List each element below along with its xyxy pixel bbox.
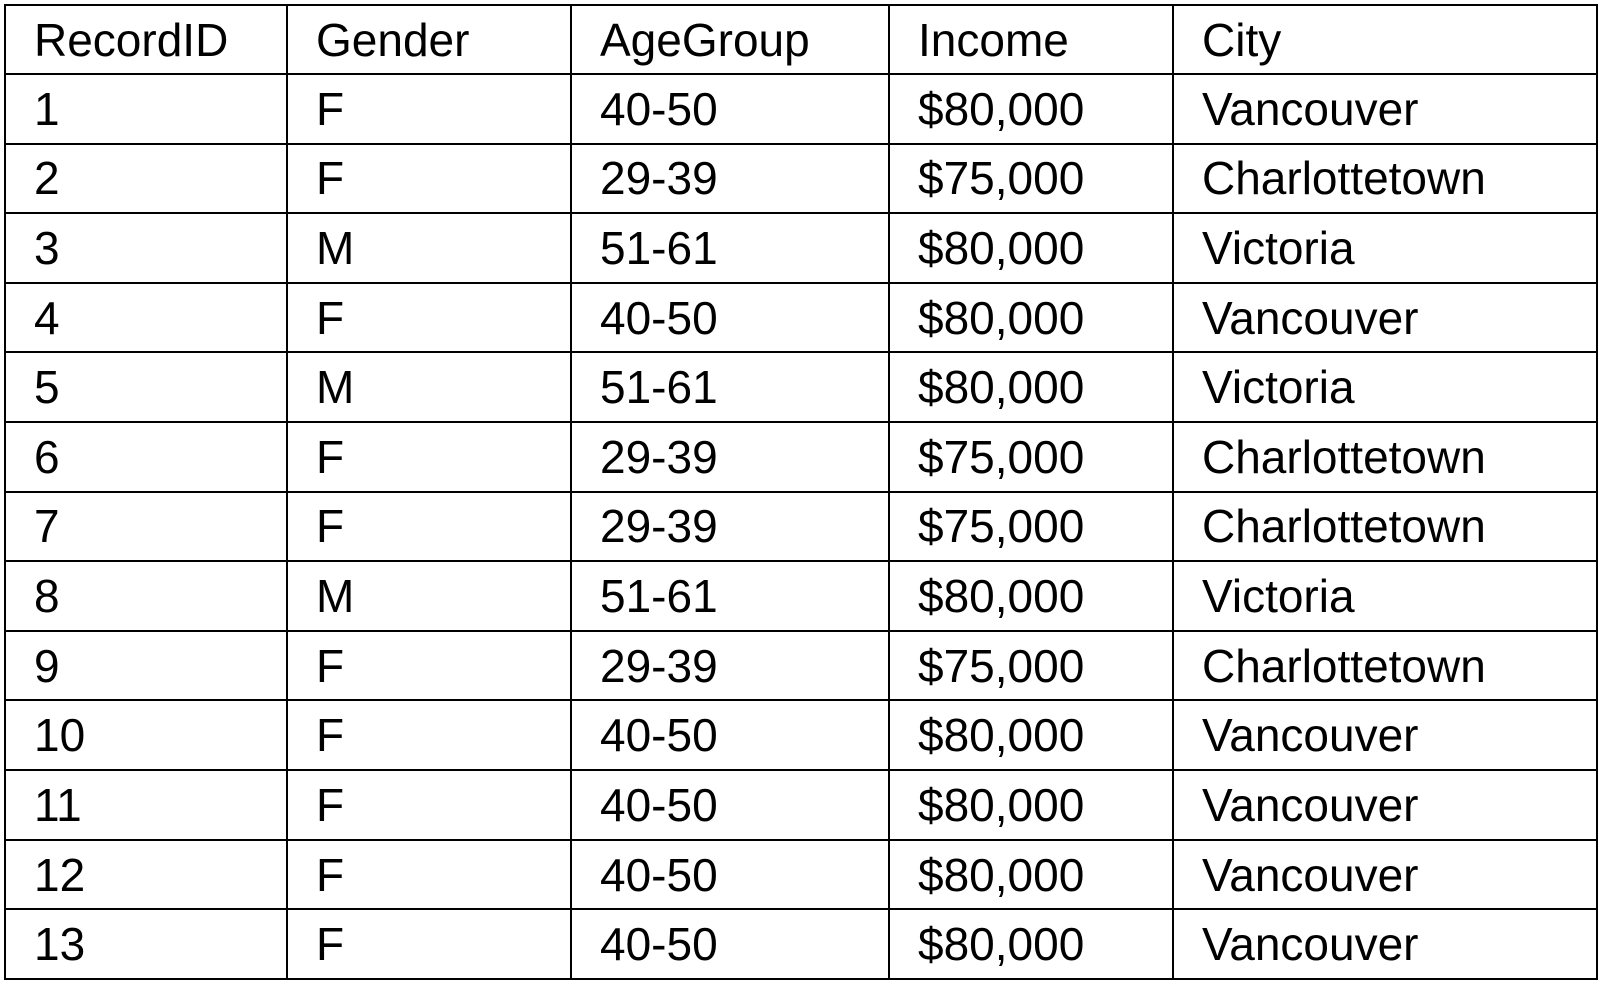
table-row	[5, 422, 1597, 492]
cell-city: Vancouver	[1173, 840, 1597, 910]
cell-city: Vancouver	[1173, 74, 1597, 144]
header-row	[5, 5, 1597, 74]
cell-city: Charlottetown	[1173, 144, 1597, 214]
cell-gender: F	[287, 909, 571, 979]
cell-gender: M	[287, 352, 571, 422]
cell-income: $80,000	[889, 909, 1173, 979]
header-gender: Gender	[287, 5, 571, 74]
table-row	[5, 840, 1597, 910]
header-city: City	[1173, 5, 1597, 74]
header-income: Income	[889, 5, 1173, 74]
cell-agegroup: 29-39	[571, 492, 889, 562]
cell-recordid: 3	[5, 213, 287, 283]
cell-gender: F	[287, 144, 571, 214]
cell-agegroup: 29-39	[571, 422, 889, 492]
cell-income: $75,000	[889, 144, 1173, 214]
cell-city: Vancouver	[1173, 770, 1597, 840]
cell-city: Vancouver	[1173, 700, 1597, 770]
table-row	[5, 352, 1597, 422]
cell-recordid: 6	[5, 422, 287, 492]
cell-recordid: 8	[5, 561, 287, 631]
cell-agegroup: 40-50	[571, 700, 889, 770]
cell-recordid: 7	[5, 492, 287, 562]
cell-income: $80,000	[889, 352, 1173, 422]
table-row	[5, 213, 1597, 283]
cell-agegroup: 40-50	[571, 909, 889, 979]
table-row	[5, 561, 1597, 631]
cell-gender: F	[287, 492, 571, 562]
cell-city: Vancouver	[1173, 909, 1597, 979]
table-row	[5, 770, 1597, 840]
cell-agegroup: 51-61	[571, 561, 889, 631]
cell-income: $80,000	[889, 770, 1173, 840]
cell-agegroup: 51-61	[571, 352, 889, 422]
cell-recordid: 10	[5, 700, 287, 770]
cell-gender: F	[287, 631, 571, 701]
cell-income: $80,000	[889, 700, 1173, 770]
table-row	[5, 909, 1597, 979]
cell-income: $80,000	[889, 213, 1173, 283]
cell-gender: M	[287, 561, 571, 631]
cell-recordid: 1	[5, 74, 287, 144]
cell-recordid: 11	[5, 770, 287, 840]
header-agegroup: AgeGroup	[571, 5, 889, 74]
cell-recordid: 12	[5, 840, 287, 910]
cell-income: $75,000	[889, 422, 1173, 492]
cell-city: Charlottetown	[1173, 492, 1597, 562]
table-row	[5, 74, 1597, 144]
cell-agegroup: 40-50	[571, 283, 889, 353]
cell-city: Victoria	[1173, 213, 1597, 283]
cell-gender: F	[287, 74, 571, 144]
cell-city: Victoria	[1173, 561, 1597, 631]
cell-income: $75,000	[889, 631, 1173, 701]
cell-income: $80,000	[889, 840, 1173, 910]
cell-agegroup: 40-50	[571, 840, 889, 910]
cell-gender: M	[287, 213, 571, 283]
cell-gender: F	[287, 283, 571, 353]
cell-city: Charlottetown	[1173, 422, 1597, 492]
table-header	[5, 5, 1597, 74]
cell-agegroup: 29-39	[571, 144, 889, 214]
cell-gender: F	[287, 700, 571, 770]
table-row	[5, 631, 1597, 701]
cell-gender: F	[287, 422, 571, 492]
records-table	[4, 4, 1598, 980]
cell-agegroup: 40-50	[571, 770, 889, 840]
header-recordid: RecordID	[5, 5, 287, 74]
table-row	[5, 144, 1597, 214]
table-row	[5, 283, 1597, 353]
cell-agegroup: 40-50	[571, 74, 889, 144]
cell-city: Vancouver	[1173, 283, 1597, 353]
cell-income: $75,000	[889, 492, 1173, 562]
table-row	[5, 492, 1597, 562]
cell-city: Victoria	[1173, 352, 1597, 422]
table-row	[5, 700, 1597, 770]
cell-recordid: 4	[5, 283, 287, 353]
cell-income: $80,000	[889, 283, 1173, 353]
cell-gender: F	[287, 840, 571, 910]
cell-recordid: 5	[5, 352, 287, 422]
cell-agegroup: 51-61	[571, 213, 889, 283]
cell-agegroup: 29-39	[571, 631, 889, 701]
cell-income: $80,000	[889, 561, 1173, 631]
cell-recordid: 13	[5, 909, 287, 979]
cell-city: Charlottetown	[1173, 631, 1597, 701]
cell-income: $80,000	[889, 74, 1173, 144]
cell-recordid: 2	[5, 144, 287, 214]
cell-gender: F	[287, 770, 571, 840]
table-body	[5, 74, 1597, 979]
cell-recordid: 9	[5, 631, 287, 701]
